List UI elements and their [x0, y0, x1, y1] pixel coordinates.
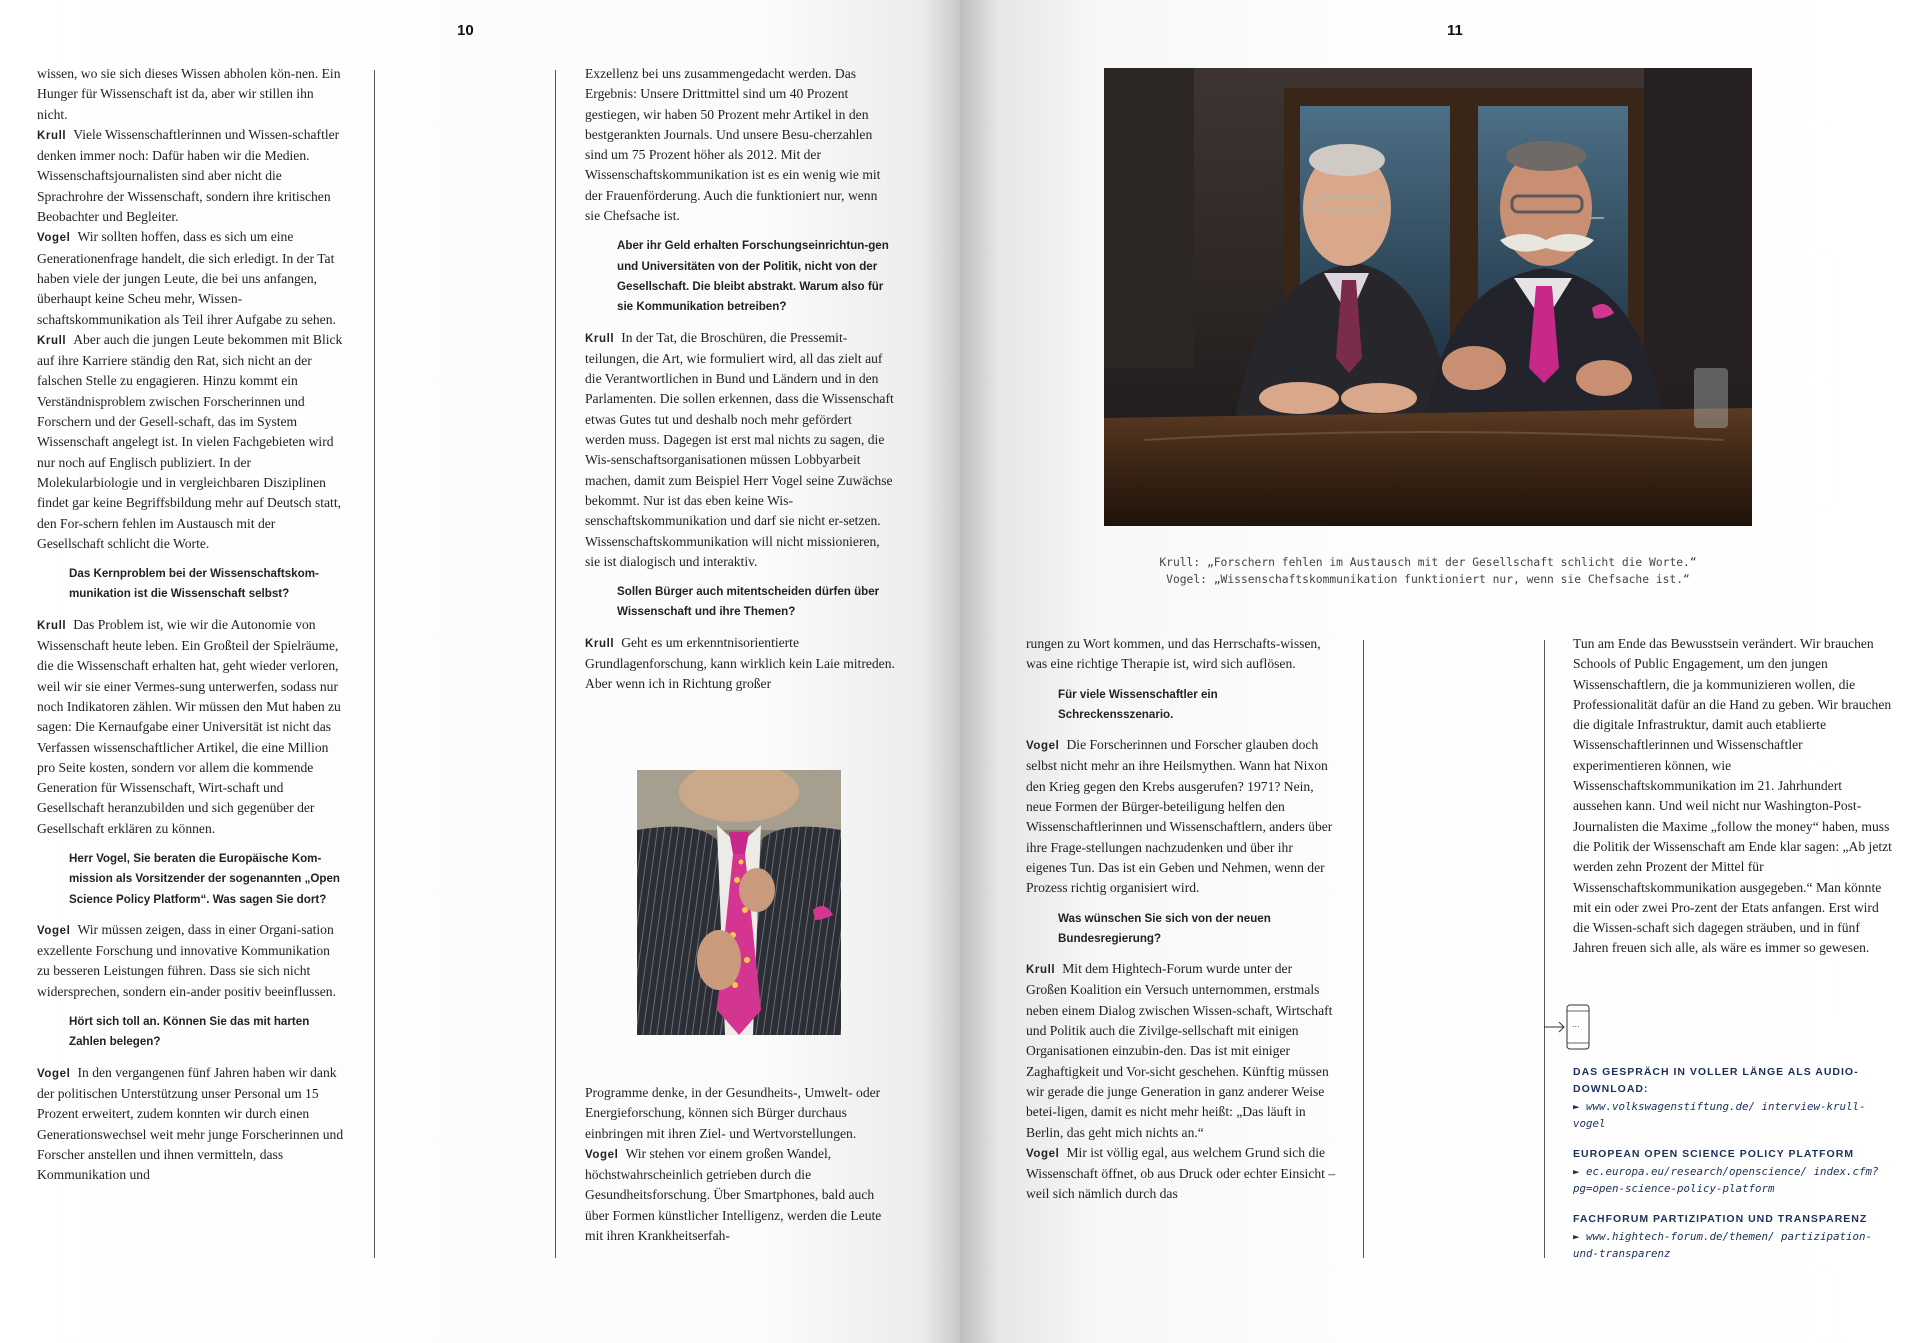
speaker-label: Krull	[37, 129, 67, 142]
paragraph-text: Geht es um erkenntnisorientierte Grundlagenforschung, kann wirklich kein Laie mitreden. Aber wenn ich in Richtung großer	[585, 634, 895, 692]
tie-photo-illustration	[637, 770, 841, 1035]
caption-line: Krull: „Forschern fehlen im Austausch mit der Gesellschaft schlicht die Worte.“	[1159, 556, 1697, 569]
interview-question: Herr Vogel, Sie beraten die Europäische Kom-mission als Vorsitzender der sogenannten „Open Science Policy Platform“. Was sagen Sie dort?	[69, 851, 341, 906]
text-column-2-continued	[585, 1083, 895, 1246]
tie-photo	[637, 770, 841, 1035]
speaker-label: Vogel	[1026, 740, 1060, 753]
paragraph	[37, 227, 345, 329]
interview-question: Was wünschen Sie sich von der neuen Bundesregierung?	[1058, 911, 1271, 945]
page-number-left: 10	[457, 22, 474, 39]
speaker-label: Vogel	[37, 924, 71, 937]
text-column-1	[37, 64, 345, 1185]
link-url[interactable]: ► ec.europa.eu/research/openscience/ index.cfm?pg=open-science-policy-platform	[1573, 1165, 1879, 1195]
audio-download-indicator	[1544, 1003, 1596, 1051]
paragraph	[37, 1063, 345, 1186]
interview-question: Sollen Bürger auch mitentscheiden dürfen über Wissenschaft und ihre Themen?	[617, 585, 880, 619]
text-column-3	[1026, 634, 1336, 1205]
smartphone-icon	[1544, 1003, 1596, 1051]
interview-photo-illustration	[1104, 68, 1752, 526]
link-url[interactable]: ► www.volkswagenstiftung.de/ interview-krull-vogel	[1573, 1100, 1866, 1130]
paragraph-text: In der Tat, die Broschüren, die Pressemit-teilungen, die Art, wie formuliert wird, all das zielt auf die Verantwortlichen in Bund und Ländern und in den Parlamenten. Die sollen erkennen, dass die Wissenschaft etwas Gutes tut und deshalb noch mehr gefördert werden muss. Dagegen ist erst mal nichts zu sagen, die Wis-senschaftsorganisationen müssen Lobbyarbeit machen, damit zum Beispiel Herr Vogel seine Zuwächse bekommt. Nur ist das eben keine Wis-senschaftskommunikation und darf sie nicht er-setzen. Wissenschaftskommunikation will nicht missionieren, sie ist dialogisch und interaktiv.	[585, 329, 894, 569]
right-page	[960, 0, 1920, 1343]
paragraph	[37, 615, 345, 839]
interview-question: Aber ihr Geld erhalten Forschungseinrichtun-gen und Universitäten von der Politik, nicht von der Gesellschaft. Die bleibt abstrakt. Warum also für sie Kommunikation betreiben?	[617, 239, 889, 314]
paragraph	[37, 330, 345, 554]
paragraph: wissen, wo sie sich dieses Wissen abholen kön-nen. Ein Hunger für Wissenschaft ist da, aber wir stillen ihn nicht.	[37, 66, 341, 122]
speaker-label: Krull	[37, 334, 67, 347]
speaker-label: Krull	[1026, 964, 1056, 977]
links-section	[1573, 1064, 1893, 1276]
column-divider	[555, 70, 556, 1258]
interview-question: Hört sich toll an. Können Sie das mit harten Zahlen belegen?	[69, 1015, 310, 1049]
caption-line: Vogel: „Wissenschaftskommunikation funktioniert nur, wenn sie Chefsache ist.“	[1166, 573, 1690, 586]
speaker-label: Krull	[585, 637, 615, 650]
link-url[interactable]: ► www.hightech-forum.de/themen/ partizipation-und-transparenz	[1573, 1230, 1873, 1260]
paragraph-text: Das Problem ist, wie wir die Autonomie von Wissenschaft heute leben. Ein Großteil der Spielräume, die die Wissenschaft erhalten hat, geht wieder verloren, weil wir sie einer Vermes-sung unterwerfen, sodass nur noch Indikatoren zählen. Wir müssen den Mut haben zu sagen: Die Kernaufgabe einer Universität ist nicht das Verfassen wissenschaftlicher Artikel, die eine Million pro Seite kosten, sondern vor allem die kommende Generation für Wissenschaft, Wirt-schaft und Gesellschaft heranzubilden und sich gegenüber der Gesellschaft erklären zu können.	[37, 616, 341, 836]
paragraph-text: Wir stehen vor einem großen Wandel, höchstwahrscheinlich getrieben durch die Gesundheitsforschung. Über Smartphones, bald auch über Formen künstlicher Intelligenz, werden die Leute mit ihren Krankheitserfah-	[585, 1145, 882, 1244]
paragraph: rungen zu Wort kommen, und das Herrschafts-wissen, was eine richtige Therapie ist, wird sich auflösen.	[1026, 636, 1321, 672]
interview-question: Das Kernproblem bei der Wissenschaftskom-munikation ist die Wissenschaft selbst?	[69, 567, 319, 601]
text-column-4	[1573, 634, 1893, 959]
speaker-label: Vogel	[37, 1067, 71, 1080]
paragraph	[585, 328, 895, 573]
speaker-label: Krull	[585, 332, 615, 345]
interview-question: Für viele Wissenschaftler ein Schreckensszenario.	[1058, 687, 1218, 721]
paragraph-text: Aber auch die jungen Leute bekommen mit Blick auf ihre Karriere ständig den Rat, sich nicht an der falschen Stelle zu engagieren. Hinzu kommt ein Verständnisproblem zwischen Forscherinnen und Forschern und der Gesell-schaft, das im System Wissenschaft angelegt ist. In vielen Fachgebieten wird nur noch auf Englisch publiziert. In der Molekularbiologie und in vergleichbaren Disziplinen findet gar keine Begriffsbildung mehr auf Deutsch statt, den For-schern fehlen im Austausch mit der Gesellschaft schlicht die Worte.	[37, 331, 343, 551]
link-heading: FACHFORUM PARTIZIPATION UND TRANSPARENZ	[1573, 1213, 1868, 1225]
paragraph-text: Mir ist völlig egal, aus welchem Grund sich die Wissenschaft öffnet, ob aus Druck oder echter Einsicht – weil sich nämlich durch das	[1026, 1144, 1336, 1202]
paragraph: Tun am Ende das Bewusstsein verändert. Wir brauchen Schools of Public Engagement, um den jungen Wissenschaftlern, die ja kommunizieren wollen, die Professionalität dafür an die Hand zu geben. Wir brauchen die digitale Infrastruktur, damit auch etablierte Wissenschaftlerinnen und Wissenschaftler experimentieren können, wie Wissenschaftskommunikation im 21. Jahrhundert aussehen kann. Und weil nicht nur Washington-Post-Journalisten die Maxime „follow the money“ haben, muss die Politik der Wissenschaft am Ende klar sagen: „Ab jetzt werden zehn Prozent der Mittel für Wissenschaftskommunikation ausgegeben.“ Man könnte mit ein oder zwei Pro-zent der Etats anfangen. Erst wird die Wissen-schaft sich dagegen sträuben, und in fünf Jahren freuen sich alle, als wäre es immer so gewesen.	[1573, 636, 1892, 956]
column-divider	[374, 70, 375, 1258]
paragraph	[37, 920, 345, 1002]
paragraph	[1026, 735, 1336, 898]
page-number-right: 11	[1447, 22, 1463, 39]
speaker-label: Krull	[37, 619, 67, 632]
paragraph-text: In den vergangenen fünf Jahren haben wir dank der politischen Unterstützung unser Personal um 15 Prozent erweitert, zudem konnten wir durch einen Generationswechsel weit mehr junge Forscherinnen und Forscher anstellen und ihnen vermitteln, dass Kommunikation und	[37, 1064, 344, 1183]
link-block	[1573, 1064, 1893, 1132]
speaker-label: Vogel	[585, 1148, 619, 1161]
link-block	[1573, 1146, 1893, 1197]
column-divider	[1544, 640, 1545, 1258]
phone-screen-text: ...	[1572, 1020, 1580, 1029]
link-heading: DAS GESPRÄCH IN VOLLER LÄNGE ALS AUDIO-DOWNLOAD:	[1573, 1066, 1859, 1095]
paragraph-text: Wir müssen zeigen, dass in einer Organi-sation exzellente Forschung und innovative Kommunikation zu besseren Leistungen führen. Dass sie sich nicht widersprechen, sondern ein-ander positiv beeinflussen.	[37, 921, 336, 999]
paragraph-text: Wir sollten hoffen, dass es sich um eine Generationenfrage handelt, die sich erledigt. In der Tat haben viele der jungen Leute, die bei uns anfangen, überhaupt keine Scheu mehr, Wissen-schaftskommunikation als Teil ihrer Aufgabe zu sehen.	[37, 229, 336, 327]
paragraph: Exzellenz bei uns zusammengedacht werden. Das Ergebnis: Unsere Drittmittel sind um 40 Prozent gestiegen, wir haben 50 Prozent mehr Artikel in den bestgerankten Journals. Und unsere Besu-cherzahlen sind um 75 Prozent höher als 2012. Mit der Wissenschaftskommunikation ist es ein wenig wie mit der Frauenförderung. Auch die funktioniert nur, wenn sie Chefsache ist.	[585, 66, 881, 224]
speaker-label: Vogel	[37, 232, 71, 245]
paragraph	[37, 125, 345, 227]
paragraph	[1026, 959, 1336, 1143]
speaker-label: Vogel	[1026, 1147, 1060, 1160]
paragraph-text: Mit dem Hightech-Forum wurde unter der Großen Koalition ein Versuch unternommen, erstmals neben einem Dialog zwischen Wissen-schaft, Wirtschaft und Politik auch die Zivilge-sellschaft mit einigen Organisationen einzubin-den. Das ist mit einiger Zaghaftigkeit und Vor-sicht geschehen. Künftig müssen wir gerade die junge Generation in ganz anderer Weise betei-ligen, damit es nicht mehr heißt: „Das läuft in Berlin, das geht mich nichts an.“	[1026, 961, 1333, 1140]
link-block	[1573, 1211, 1893, 1262]
interview-photo	[1104, 68, 1752, 526]
paragraph: Programme denke, in der Gesundheits-, Umwelt- oder Energieforschung, können sich Bürger durchaus einbringen mit ihren Ziel- und Wertvorstellungen.	[585, 1085, 881, 1141]
photo-caption	[1104, 554, 1752, 588]
paragraph	[1026, 1143, 1336, 1205]
paragraph-text: Die Forscherinnen und Forscher glauben doch selbst nicht mehr an ihre Heilsmythen. Wann hat Nixon den Krieg gegen den Krebs ausgerufen? 1971? Nein, neue Formen der Bürger-beteiligung helfen den Wissenschaftlerinnen und Wissenschaftlern, anders über ihre Frage-stellungen nachzudenken und über ihr eigenes Tun. Das ist ein Geben und Nehmen, wenn der Prozess richtig organisiert wird.	[1026, 737, 1333, 896]
paragraph	[585, 633, 895, 695]
text-column-2	[585, 64, 895, 695]
paragraph-text: Viele Wissenschaftlerinnen und Wissen-schaftler denken immer noch: Dafür haben wir die Medien. Wissenschaftsjournalisten sind aber nicht die Sprachrohre der Wissenschaft, sondern ihre kritischen Beobachter und Begleiter.	[37, 126, 340, 225]
paragraph	[585, 1144, 895, 1246]
link-heading: EUROPEAN OPEN SCIENCE POLICY PLATFORM	[1573, 1148, 1855, 1160]
column-divider	[1363, 640, 1364, 1258]
